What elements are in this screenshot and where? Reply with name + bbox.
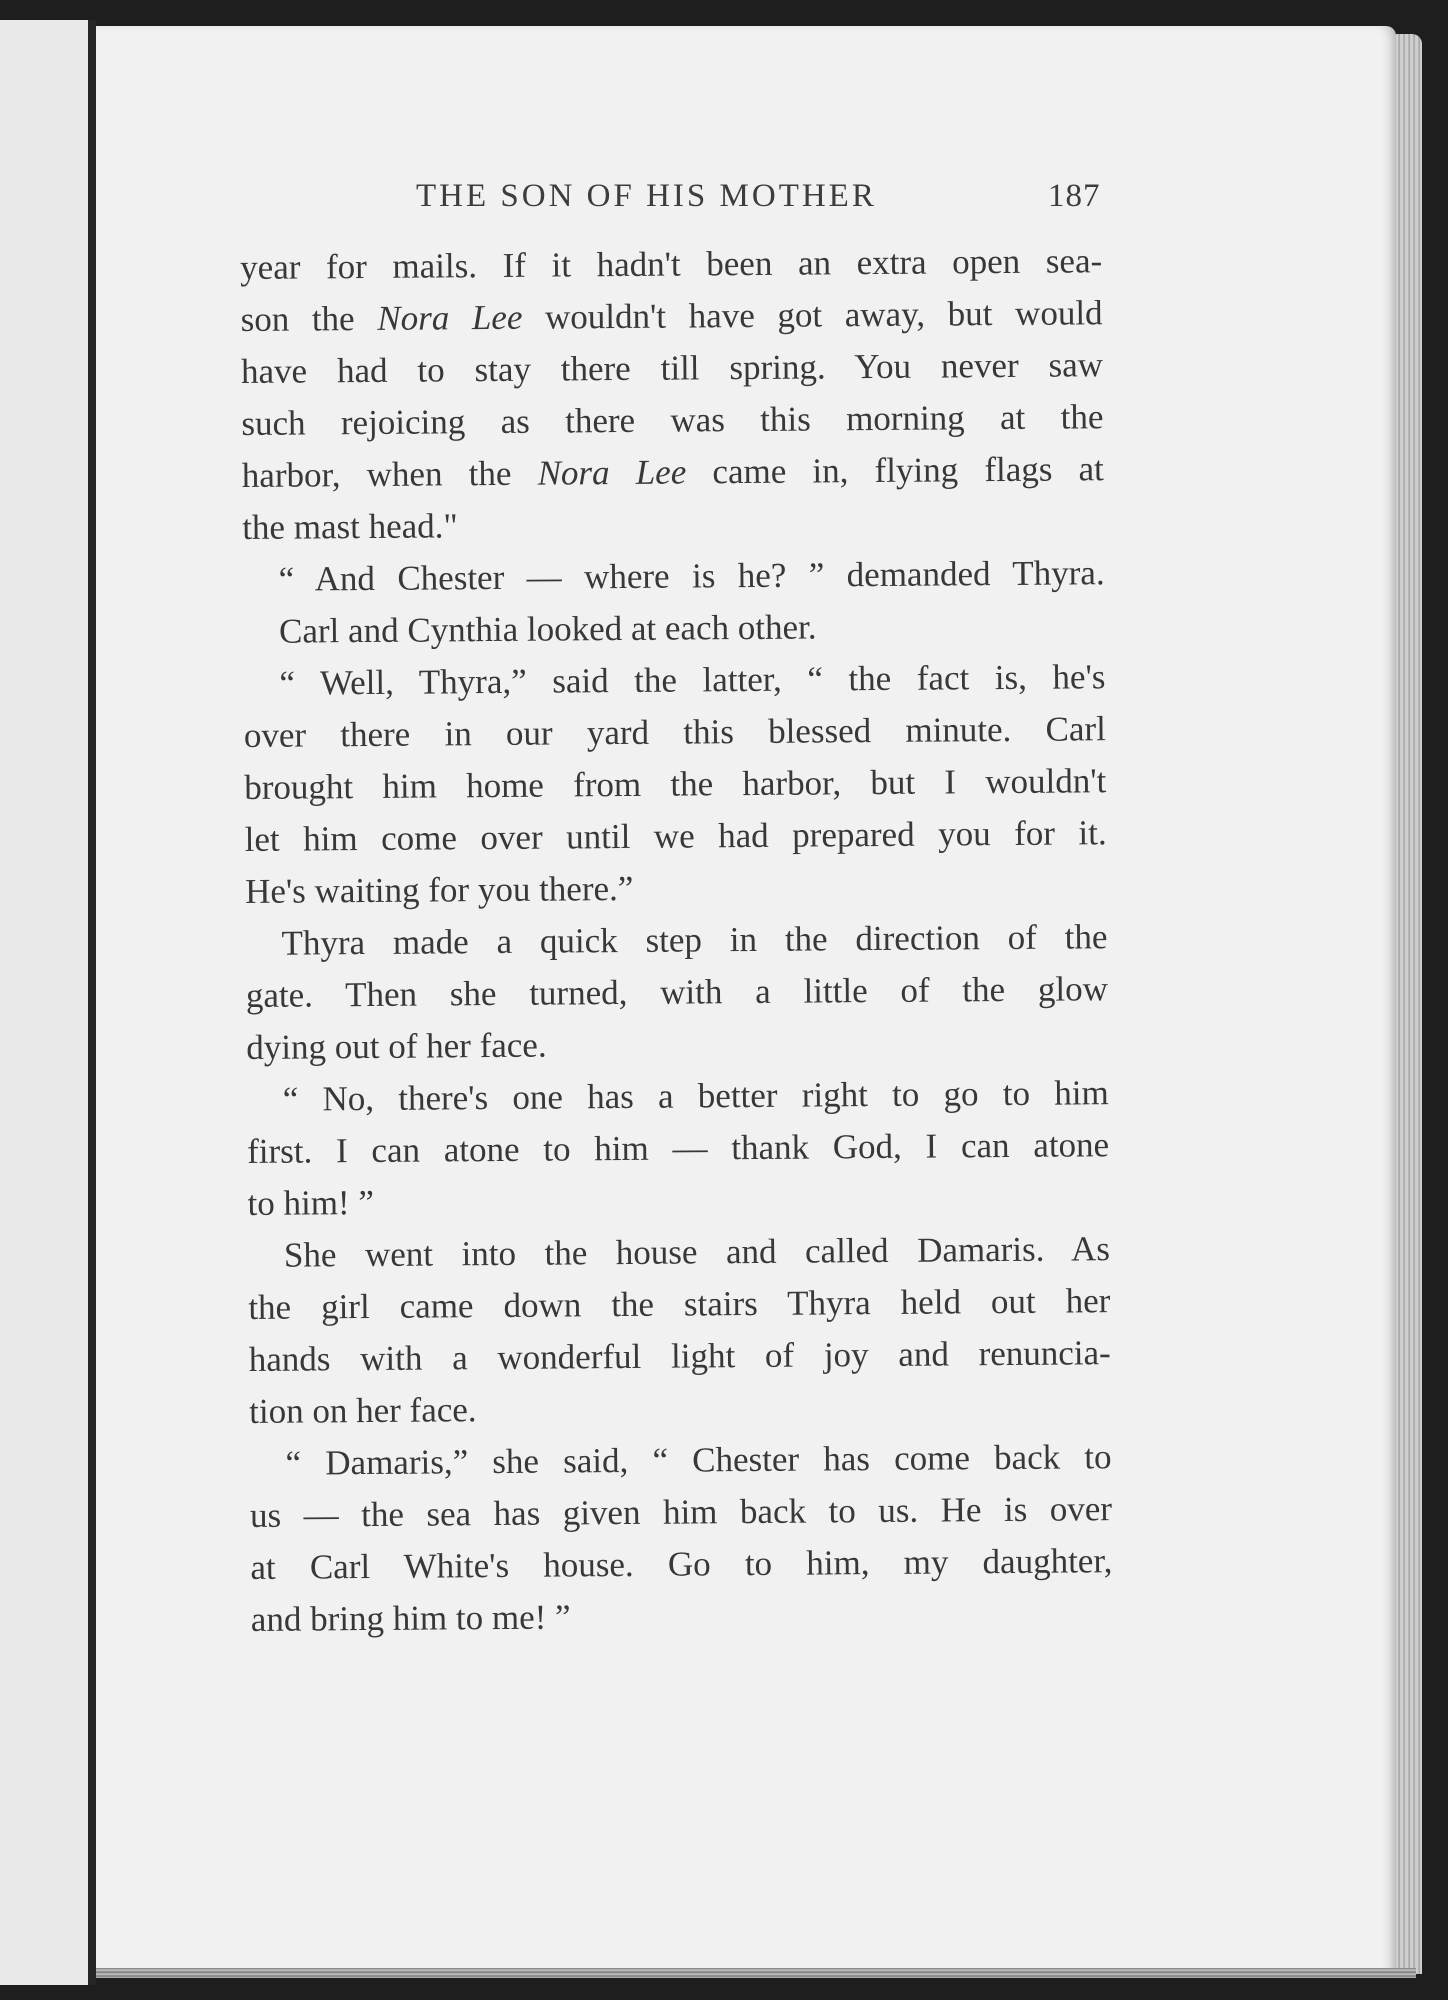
text-line: us — the sea has given him back to us. He is over xyxy=(249,1489,1113,1535)
text-line: have had to stay there till spring. You never saw xyxy=(240,345,1104,391)
text-line: at Carl White's house. Go to him, my daughter, xyxy=(250,1541,1113,1587)
text-line: brought him home from the harbor, but I wouldn't xyxy=(244,761,1107,807)
text-line: such rejoicing as there was this morning at the xyxy=(241,397,1104,443)
text-line: to him! ” xyxy=(247,1182,375,1223)
previous-page-edge xyxy=(0,20,88,1985)
text-line: year for mails. If it hadn't been an extra open sea- xyxy=(240,241,1103,287)
text-line: tion on her face. xyxy=(249,1390,477,1431)
binding-gutter xyxy=(88,20,96,1985)
text-line: first. I can atone to him — thank God, I can atone xyxy=(246,1125,1110,1171)
page-number: 187 xyxy=(1048,178,1101,214)
text-line: the girl came down the stairs Thyra held out her xyxy=(248,1281,1111,1327)
ship-name: Nora Lee xyxy=(377,297,523,338)
text-line: “ And Chester — where is he? ” demanded Thyra. xyxy=(278,553,1105,599)
text-line: harbor, when the Nora Lee came in, flying flags at xyxy=(241,449,1104,495)
text-line: “ Well, Thyra,” said the latter, “ the fact is, he's xyxy=(279,657,1106,703)
running-head-title: THE SON OF HIS MOTHER xyxy=(416,178,877,214)
text-line: over there in our yard this blessed minute. Carl xyxy=(243,709,1107,755)
ship-name: Nora Lee xyxy=(537,452,687,493)
text-line: and bring him to me! ” xyxy=(250,1597,571,1639)
page-edges-right xyxy=(1396,34,1422,1974)
text-line: Thyra made a quick step in the direction of the xyxy=(281,917,1108,963)
text-line: gate. Then she turned, with a little of the glow xyxy=(245,969,1109,1015)
text-line: She went into the house and called Damaris. As xyxy=(283,1229,1111,1275)
text-line: “ No, there's one has a better right to go to him xyxy=(282,1073,1109,1119)
page-edges-bottom xyxy=(96,1968,1416,1978)
text-line: Carl and Cynthia looked at each other. xyxy=(278,607,817,651)
text-line: son the Nora Lee wouldn't have got away, but would xyxy=(240,293,1103,339)
text-line: let him come over until we had prepared you for it. xyxy=(244,813,1107,859)
text-line: dying out of her face. xyxy=(246,1025,547,1067)
text-line: hands with a wonderful light of joy and renuncia- xyxy=(248,1333,1111,1379)
text-line: the mast head." xyxy=(242,506,458,547)
body-text xyxy=(240,235,1113,1646)
text-line: “ Damaris,” she said, “ Chester has come back to xyxy=(285,1437,1112,1483)
text-line: He's waiting for you there.” xyxy=(244,868,634,911)
